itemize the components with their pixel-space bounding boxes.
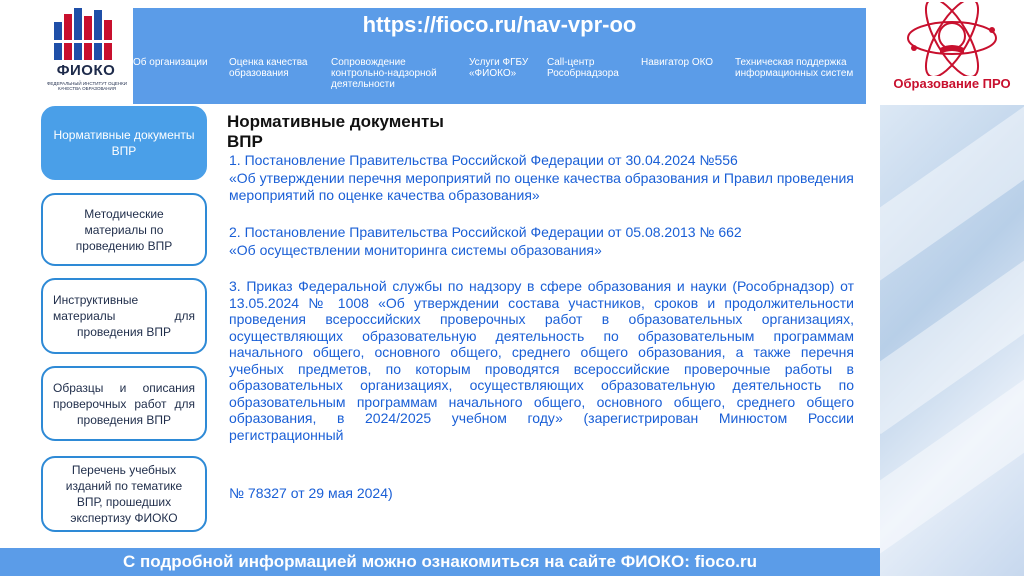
doc3-text[interactable]: 3. Приказ Федеральной службы по надзору в сфере образования и науки (Рособрнадзор) от 13.05.2024 № 1008 «Об утверждении состава участников, сроков и продолжительности проведения всероссийских проверочных работ в образовательных организациях, осуществляющих образовательную деятельность по образовательным программам начального общего, основного общего, среднего общего образования, а также перечня учебных предметов, по которым проводятся всероссийские проверочные работы в образовательных организациях, осуществляющих образовательную деятельность по образовательным программам начального общего, основного общего, среднего общего образования, в 2024/2025 учебном году» (зарегистрирован Минюстом России регистрационный	[229, 278, 854, 443]
sidebar-item-instructive-materials[interactable]: Инструктивные материалы для проведения ВПР	[41, 278, 207, 354]
fioco-logo-subtitle: ФЕДЕРАЛЬНЫЙ ИНСТИТУТ ОЦЕНКИ КАЧЕСТВА ОБРАЗОВАНИЯ	[46, 81, 127, 91]
sidebar-item-methodical-materials[interactable]: Методические материалы по проведению ВПР	[41, 193, 207, 266]
doc3-registration: № 78327 от 29 мая 2024)	[229, 485, 393, 501]
obrazovanie-pro-logo[interactable]	[880, 0, 1024, 104]
page-url[interactable]: https://fioco.ru/nav-vpr-oo	[362, 12, 637, 37]
top-navigation	[133, 57, 866, 102]
doc2-heading[interactable]: 2. Постановление Правительства Российской Федерации от 05.08.2013 № 662	[229, 224, 742, 240]
main-content	[227, 112, 854, 542]
nav-item-call-center[interactable]: Call-центр Рособрнадзора	[547, 57, 619, 79]
doc2-body[interactable]: «Об осуществлении мониторинга системы образования»	[229, 242, 602, 258]
footer-banner: С подробной информацией можно ознакомиться на сайте ФИОКО: fioco.ru	[0, 548, 880, 576]
nav-item-support[interactable]: Сопровождение контрольно-надзорной деятельности	[331, 57, 437, 90]
nav-item-quality[interactable]: Оценка качества образования	[229, 57, 308, 79]
nav-item-navigator[interactable]: Навигатор ОКО	[641, 57, 714, 68]
fioco-bars-icon	[54, 8, 118, 60]
doc1-heading[interactable]: 1. Постановление Правительства Российской Федерации от 30.04.2024 №556	[229, 152, 738, 168]
sidebar-item-textbooks[interactable]: Перечень учебных изданий по тематике ВПР, прошедших экспертизу ФИОКО	[41, 456, 207, 532]
sidebar-item-normative-docs[interactable]: Нормативные документы ВПР	[41, 106, 207, 180]
nav-item-tech-support[interactable]: Техническая поддержка информационных систем	[735, 57, 854, 79]
doc1-body[interactable]: «Об утверждении перечня мероприятий по оценке качества образования и Правил проведения мероприятий по оценке качества образования»	[229, 170, 854, 203]
header-banner	[133, 8, 866, 104]
nav-item-services[interactable]: Услуги ФГБУ «ФИОКО»	[469, 57, 529, 79]
nav-item-about[interactable]: Об организации	[133, 57, 208, 68]
atom-globe-icon	[904, 2, 1000, 76]
sidebar-item-samples[interactable]: Образцы и описания проверочных работ для проведения ВПР	[41, 366, 207, 441]
obrazovanie-pro-text: Образование ПРО	[893, 76, 1011, 91]
fioco-logo[interactable]	[40, 4, 132, 100]
page-title: Нормативные документы ВПР	[227, 112, 444, 151]
decorative-background	[880, 105, 1024, 576]
fioco-logo-name: ФИОКО	[56, 62, 116, 79]
